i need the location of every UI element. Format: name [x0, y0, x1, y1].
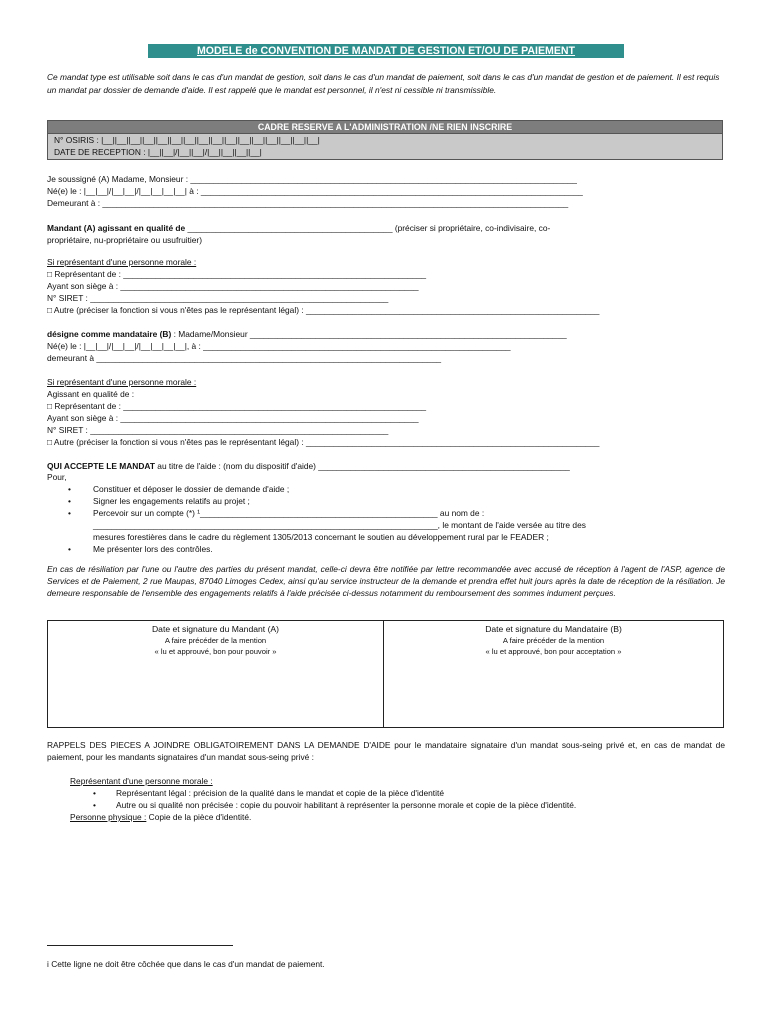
signature-mandataire-cell[interactable] — [384, 621, 723, 727]
mandant-qualite-hint: propriétaire, nu-propriétaire ou usufruitier) — [47, 235, 203, 245]
list-item: Me présenter lors des contrôles. — [93, 544, 213, 554]
percevoir-line-2[interactable]: __________________________________________________________________________, le montant de l'aide versée au titre des — [93, 520, 586, 530]
mandataire-name-field: : Madame/Monsieur ____________________________________________________________________ — [171, 329, 567, 339]
resiliation-paragraph: En cas de résiliation par l'une ou l'autre des parties du présent mandat, celle-ci devra être notifiée par lettre recommandée avec accusé de réception à l'agent de l'ASP, agence de Services et de Paiement, 2 rue Maupas, 87040 Limoges Cedex, ainsi qu'au service instructeur de la demande et prendra effet huit jours après la date de réception de la résiliation. Je demeure responsable de l'ensemble des engagements relatifs à l'aide précisée ci-dessus notamment du remboursement des sommes indument perçues. — [47, 564, 725, 598]
bullet-icon: • — [93, 800, 96, 810]
signature-mandant-cell[interactable] — [48, 621, 384, 727]
mandataire-siege-line[interactable]: Ayant son siège à : ________________________________________________________________ — [47, 413, 419, 423]
rappels-paragraph: RAPPELS DES PIECES A JOINDRE OBLIGATOIREMENT DANS LA DEMANDE D'AIDE pour le mandataire signataire d'un mandat sous-seing privé et, en cas de mandat de paiement, pour les mandants signataires d'un mandat sous-seing privé : — [47, 740, 725, 762]
osiris-number: N° OSIRIS : |__||__||__||__||__||__||__||__||__||__||__||__||__||__||__||__| — [54, 135, 320, 145]
bullet-icon: • — [93, 788, 96, 798]
signature-table — [47, 620, 724, 728]
footnote: i Cette ligne ne doit être côchée que dans le cas d'un mandat de paiement. — [47, 959, 325, 969]
rappels-physique-text: Copie de la pièce d'identité. — [146, 812, 252, 822]
list-item: Autre ou si qualité non précisée : copie du pouvoir habilitant à représenter la personne morale et copie de la pièce d'identité. — [116, 800, 577, 810]
mandataire-label: désigne comme mandataire (B) — [47, 329, 172, 339]
signature-mandant-mention: « lu et approuvé, bon pour pouvoir » — [154, 647, 277, 656]
percevoir-line-3: mesures forestières dans le cadre du règlement 1305/2013 concernant le soutien au développement rural par le FEADER ; — [93, 532, 549, 542]
mandant-qualite-label: Mandant (A) agissant en qualité de — [47, 223, 186, 233]
signature-mandataire-hint: A faire précéder de la mention — [502, 636, 605, 645]
mandataire-qualite-line: Agissant en qualité de : — [47, 389, 135, 399]
mandataire-siret-line[interactable]: N° SIRET : ________________________________________________________________ — [47, 425, 389, 435]
mandant-name-line[interactable]: Je soussigné (A) Madame, Monsieur : ___________________________________________________________________________________ — [47, 174, 577, 184]
bullet-icon: • — [68, 508, 71, 518]
document-title: MODELE de CONVENTION DE MANDAT DE GESTION ET/OU DE PAIEMENT — [148, 44, 624, 58]
rappels-morale-title: Représentant d'une personne morale : — [70, 776, 213, 786]
mandant-qualite-field: ____________________________________________ (préciser si propriétaire, co-indivisaire, co- — [185, 223, 551, 233]
list-item: Représentant légal : précision de la qualité dans le mandat et copie de la pièce d'identité — [116, 788, 444, 798]
accepte-field: au titre de l'aide : (nom du dispositif d'aide) ______________________________________________________ — [154, 461, 570, 471]
bullet-icon: • — [68, 484, 71, 494]
bullet-icon: • — [68, 496, 71, 506]
mandant-qualite-line[interactable] — [47, 222, 550, 234]
percevoir-line[interactable]: Percevoir sur un compte (*) ¹___________________________________________________ au nom de : — [93, 508, 485, 518]
rappels-physique-label: Personne physique : — [70, 812, 147, 822]
signature-mandataire-title: Date et signature du Mandataire (B) — [485, 624, 622, 634]
mandant-representant-line[interactable]: □ Représentant de : _________________________________________________________________ — [47, 269, 427, 279]
reception-date: DATE DE RECEPTION : |__||__|/|__||__|/|__||__||__||__| — [54, 147, 262, 157]
mandataire-name-line[interactable] — [47, 328, 567, 340]
list-item: Signer les engagements relatifs au projet ; — [93, 496, 250, 506]
mandant-birth-line[interactable]: Né(e) le : |__|__|/|__|__|/|__|__|__|__| à : __________________________________________________________________________________ — [47, 186, 583, 196]
admin-box-header: CADRE RESERVE A L'ADMINISTRATION /NE RIEN INSCRIRE — [48, 121, 722, 134]
footnote-divider — [47, 945, 233, 946]
accepte-line[interactable] — [47, 460, 570, 472]
pour-label: Pour, — [47, 472, 67, 482]
mandant-morale-title: Si représentant d'une personne morale : — [47, 257, 197, 267]
mandataire-morale-title: Si représentant d'une personne morale : — [47, 377, 197, 387]
signature-mandant-hint: A faire précéder de la mention — [164, 636, 267, 645]
signature-mandataire-mention: « lu et approuvé, bon pour acceptation » — [485, 647, 622, 656]
mandataire-address-line[interactable]: demeurant à __________________________________________________________________________ — [47, 353, 442, 363]
mandant-address-line[interactable]: Demeurant à : ____________________________________________________________________________________________________ — [47, 198, 569, 208]
mandataire-birth-line[interactable]: Né(e) le : |__|__|/|__|__|/|__|__|__|__|, à : __________________________________________________________________ — [47, 341, 511, 351]
mandataire-representant-line[interactable]: □ Représentant de : _________________________________________________________________ — [47, 401, 427, 411]
signature-mandant-title: Date et signature du Mandant (A) — [151, 624, 280, 634]
intro-paragraph: Ce mandat type est utilisable soit dans le cas d'un mandat de gestion, soit dans le cas d'un mandat de paiement, soit dans le cas d'un mandat de gestion et de paiement. Il est requis un mandat par dossier de demande d'aide. Il est rappelé que le mandat est personnel, il n'est ni cessible ni transmissible. — [47, 72, 720, 95]
mandant-autre-line[interactable]: □ Autre (préciser la fonction si vous n'êtes pas le représentant légal) : _______________________________________________________________ — [47, 305, 600, 315]
mandant-siege-line[interactable]: Ayant son siège à : ________________________________________________________________ — [47, 281, 419, 291]
mandataire-autre-line[interactable]: □ Autre (préciser la fonction si vous n'êtes pas le représentant légal) : _______________________________________________________________ — [47, 437, 600, 447]
bullet-icon: • — [68, 544, 71, 554]
mandant-siret-line[interactable]: N° SIRET : ________________________________________________________________ — [47, 293, 389, 303]
list-item: Constituer et déposer le dossier de demande d'aide ; — [93, 484, 290, 494]
admin-reserved-box — [47, 120, 723, 160]
accepte-label: QUI ACCEPTE LE MANDAT — [47, 461, 155, 471]
rappels-physique-line — [70, 811, 251, 823]
